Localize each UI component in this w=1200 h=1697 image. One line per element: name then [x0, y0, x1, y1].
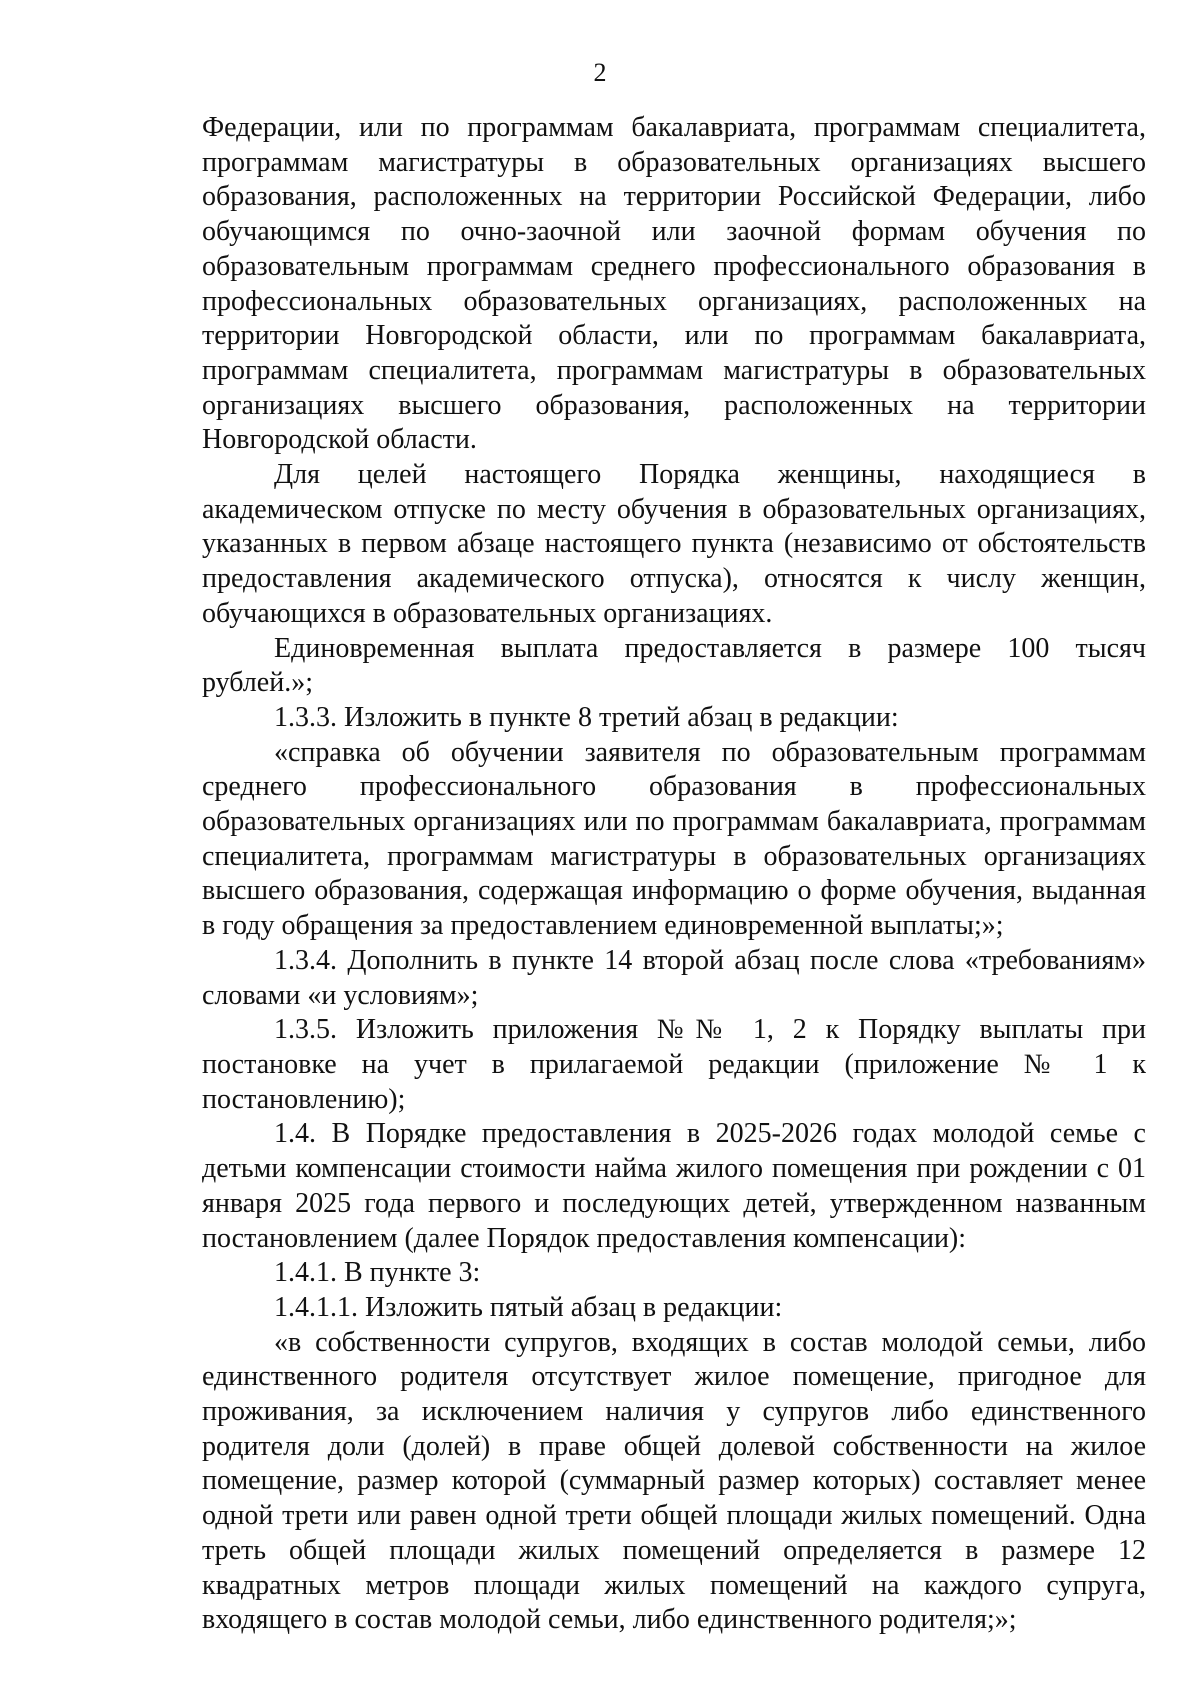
paragraph-1-4-1-1: 1.4.1.1. Изложить пятый абзац в редакции: [274, 1291, 783, 1323]
paragraph-academic-leave: Для целей настоящего Порядка женщины, находящиеся в академическом отпуске по месту обучения в образовательных организациях, указанных в первом абзаце настоящего пункта (независимо от обстоятельств предоставления академического отпуска), относятся к числу женщин, обучающихся в образовательных организациях. [202, 459, 1146, 629]
page-number: 2 [593, 58, 607, 87]
paragraph-payment-amount: Единовременная выплата предоставляется в размере 100 тысяч рублей.»; [202, 632, 1146, 699]
paragraph-1-3-4: 1.3.4. Дополнить в пункте 14 второй абзац после слова «требованиям» словами «и условиям»; [202, 944, 1146, 1011]
paragraph-study-certificate: «справка об обучении заявителя по образовательным программам среднего профессионального образования в профессиональных образовательных организациях или по программам бакалавриата, программам специалитета, программам магистратуры в образовательных организациях высшего образования, содержащая информацию о форме обучения, выданная в году обращения за предоставлением единовременной выплаты;»; [202, 736, 1146, 942]
paragraph-1-4-1: 1.4.1. В пункте 3: [274, 1257, 481, 1289]
paragraph-1-3-3: 1.3.3. Изложить в пункте 8 третий абзац в редакции: [274, 701, 899, 733]
paragraph-1-3-5: 1.3.5. Изложить приложения №№ 1, 2 к Порядку выплаты при постановке на учет в прилагаемой редакции (приложение № 1 к постановлению); [202, 1014, 1146, 1115]
paragraph-continuation: Федерации, или по программам бакалавриата, программам специалитета, программам магистратуры в образовательных организациях высшего образования, расположенных на территории Российской Федерации, либо обучающимся по очно-заочной или заочной формам обучения по образовательным программам среднего профессионального образования в профессиональных образовательных организациях, расположенных на территории Новгородской области, или по программам бакалавриата, программам специалитета, программам магистратуры в образовательных организациях высшего образования, расположенных на территории Новгородской области. [202, 112, 1146, 456]
paragraph-ownership-condition: «в собственности супругов, входящих в состав молодой семьи, либо единственного родителя отсутствует жилое помещение, пригодное для проживания, за исключением наличия у супругов либо единственного родителя доли (долей) в праве общей долевой собственности на жилое помещение, размер которой (суммарный размер которых) составляет менее одной трети или равен одной трети общей площади жилых помещений. Одна треть общей площади жилых помещений определяется в размере 12 квадратных метров площади жилых помещений на каждого супруга, входящего в состав молодой семьи, либо единственного родителя;»; [202, 1326, 1146, 1636]
document-body [202, 111, 1146, 1638]
paragraph-1-4: 1.4. В Порядке предоставления в 2025-2026 годах молодой семье с детьми компенсации стоимости найма жилого помещения при рождении с 01 января 2025 года первого и последующих детей, утвержденном названным постановлением (далее Порядок предоставления компенсации): [202, 1118, 1146, 1254]
